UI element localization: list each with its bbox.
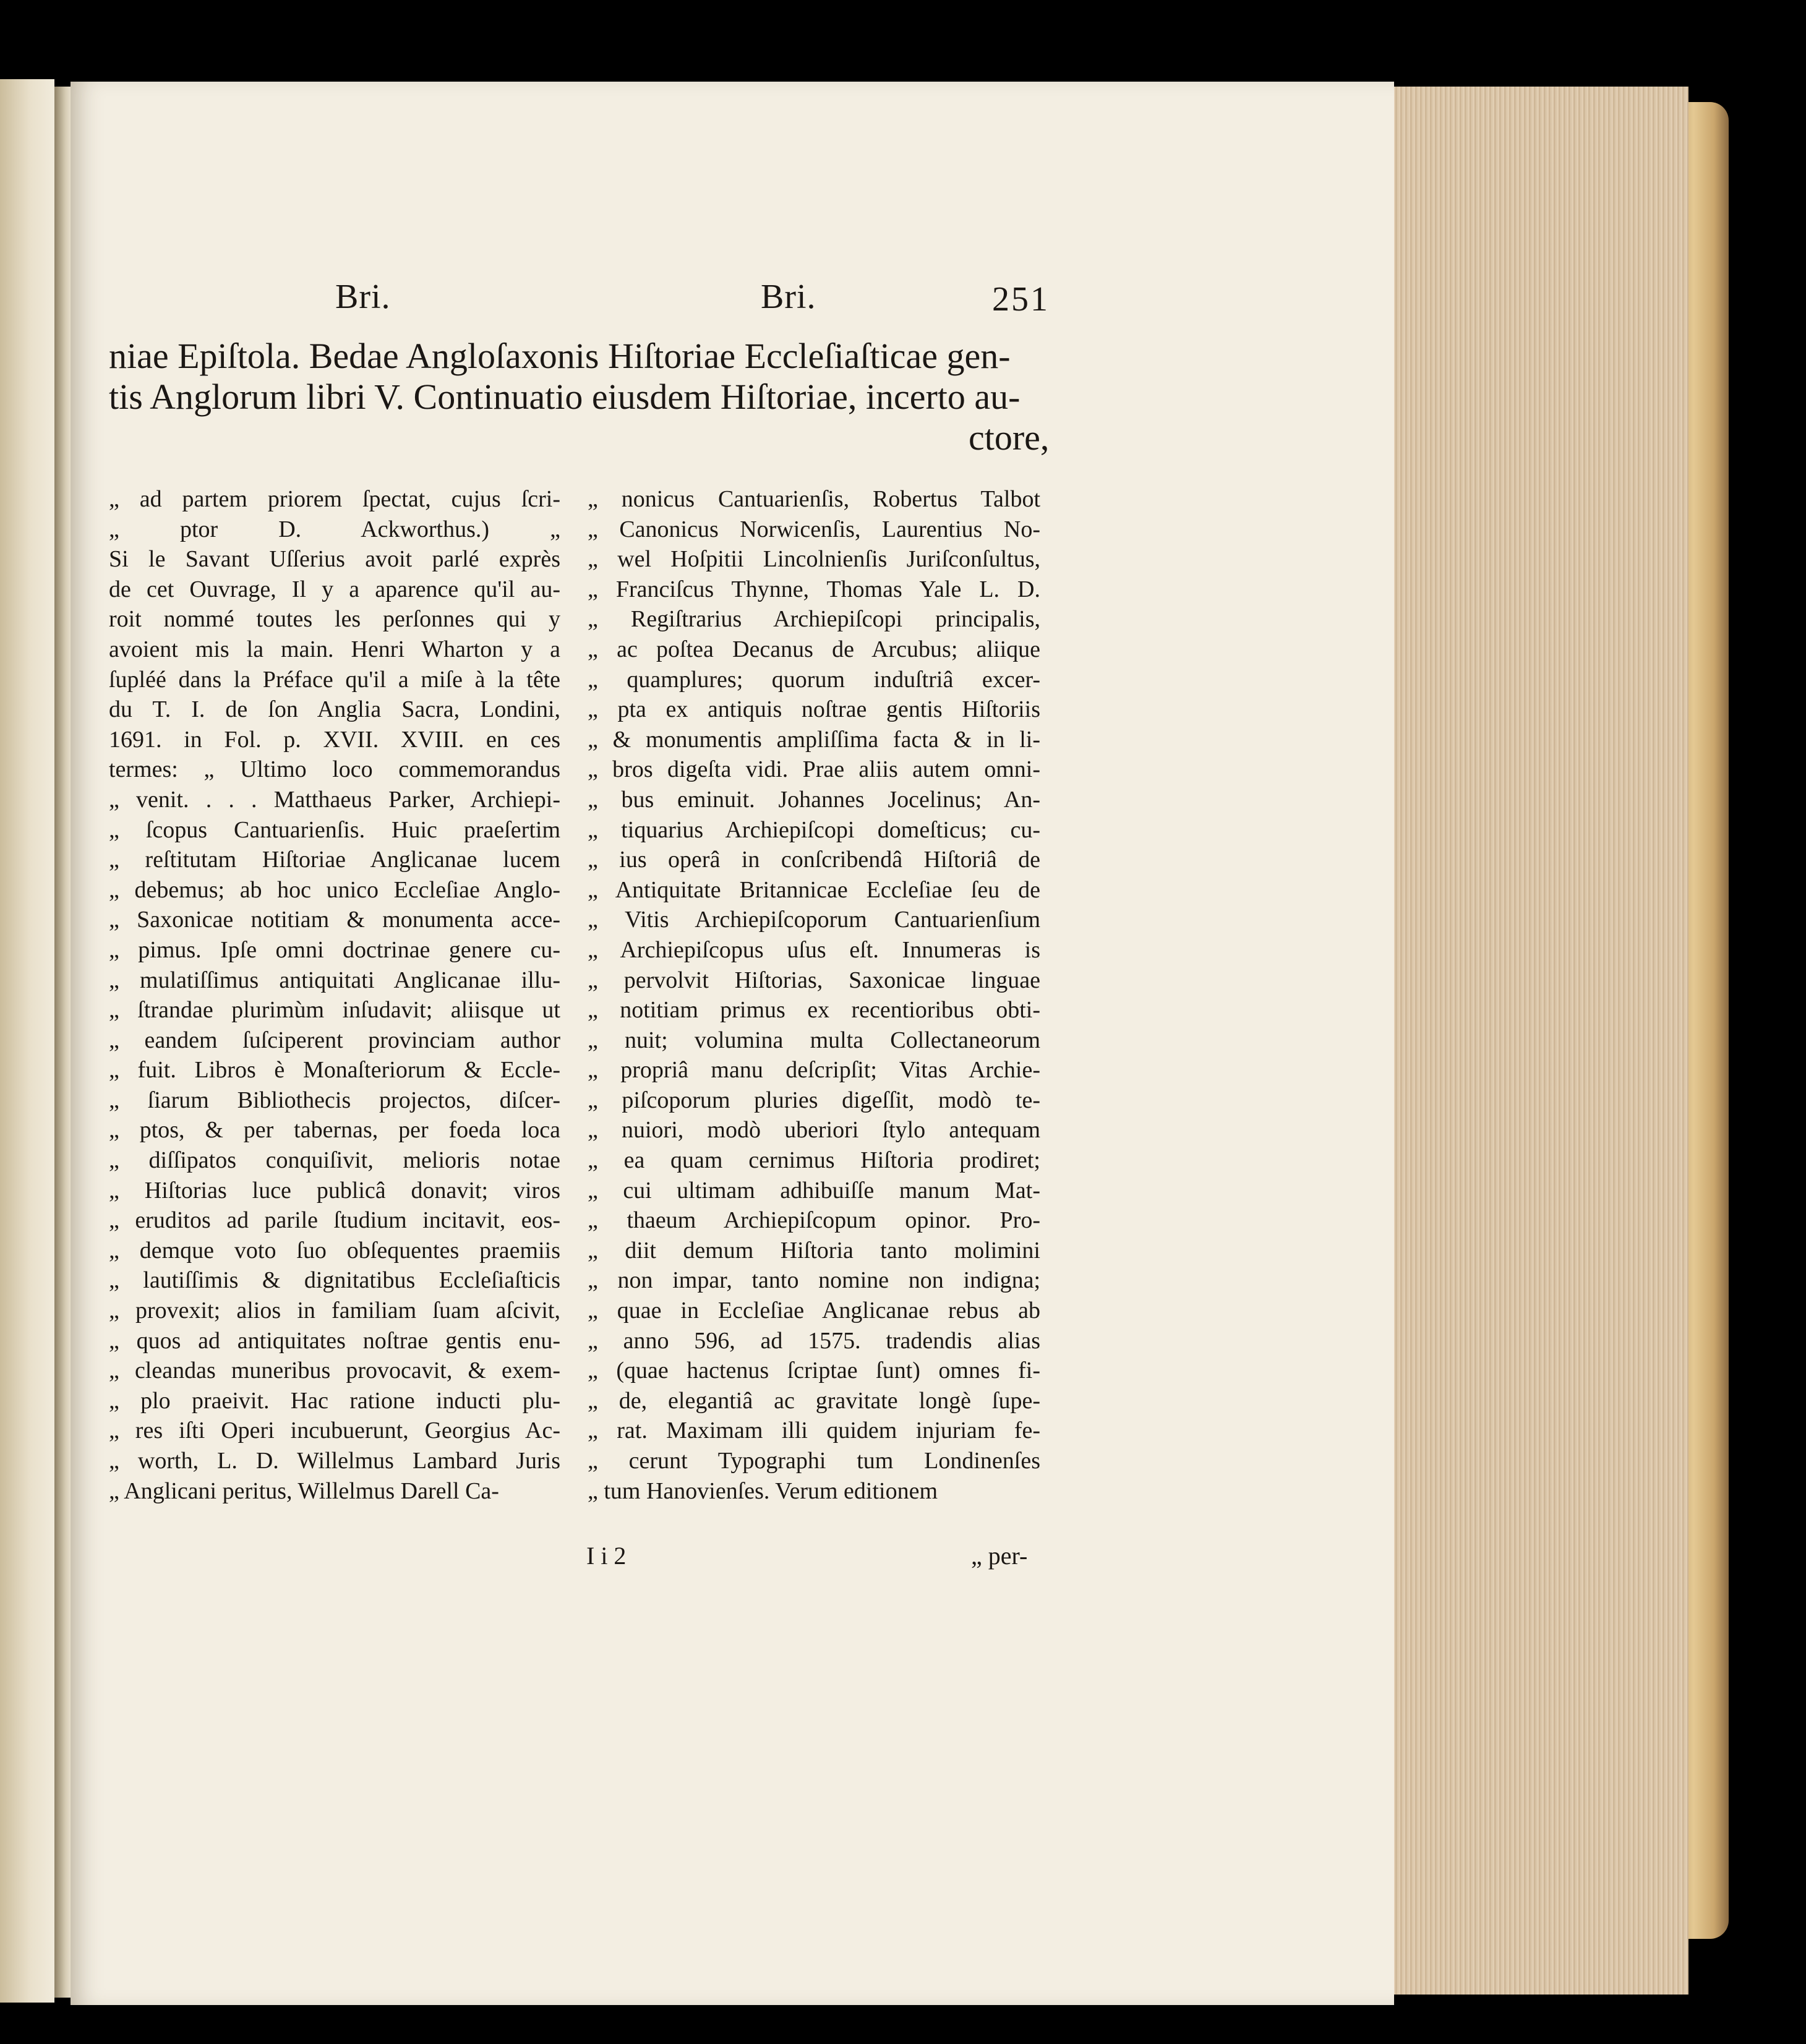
left-column-line: „ debemus; ab hoc unico Eccleſiae Anglo- (109, 876, 560, 903)
page-block-edges (1383, 87, 1688, 1995)
left-column-line: „ Anglicani peritus, Willelmus Darell Ca- (109, 1477, 499, 1504)
page-number: 251 (992, 280, 1050, 319)
right-column-line: „ nuiori, modò uberiori ſtylo antequam (588, 1117, 1040, 1144)
right-column-line: „ propriâ manu deſcripſit; Vitas Archie- (588, 1057, 1040, 1084)
left-column-line: „ res iſti Operi incubuerunt, Georgius Ac- (109, 1418, 560, 1444)
left-column-line: roit nommé toutes les perſonnes qui y (109, 606, 560, 633)
left-column-line: „ lautiſſimis & dignitatibus Eccleſiaſticis (109, 1267, 560, 1294)
left-column-line: „ plo praeivit. Hac ratione inducti plu- (109, 1387, 560, 1414)
running-head-left: Bri. (335, 278, 391, 316)
left-column-line: „ Saxonicae notitiam & monumenta acce- (109, 907, 560, 933)
right-column-line: „ tiquarius Archiepiſcopi domeſticus; cu- (588, 816, 1040, 843)
right-column-line: „ non impar, tanto nomine non indigna; (588, 1267, 1040, 1294)
left-column-line: „ venit. . . . Matthaeus Parker, Archiepi- (109, 786, 560, 813)
right-column-line: „ de, elegantiâ ac gravitate longè ſupe- (588, 1387, 1040, 1414)
right-column-line: „ ac poſtea Decanus de Arcubus; aliique (588, 636, 1040, 662)
right-column-line: „ Archiepiſcopus uſus eſt. Innumeras is (588, 936, 1040, 963)
left-column-line: „ diſſipatos conquiſivit, melioris notae (109, 1147, 560, 1174)
right-column-line: „ bus eminuit. Johannes Jocelinus; An- (588, 786, 1040, 813)
right-column-line: „ notitiam primus ex recentioribus obti- (588, 997, 1040, 1024)
left-column-line: Si le Savant Uſſerius avoit parlé exprès (109, 546, 560, 573)
left-column-line: du T. I. de ſon Anglia Sacra, Londini, (109, 696, 560, 723)
left-column-line: „ ſcopus Cantuarienſis. Huic praeſertim (109, 816, 560, 843)
right-column-line: „ Regiſtrarius Archiepiſcopi principalis, (588, 606, 1040, 633)
right-column-line: „ nuit; volumina multa Collectaneorum (588, 1027, 1040, 1053)
right-column-line: „ quae in Eccleſiae Anglicanae rebus ab (588, 1298, 1040, 1324)
left-column (109, 484, 560, 1506)
right-column-line: „ Franciſcus Thynne, Thomas Yale L. D. (588, 576, 1040, 602)
right-column-line: „ rat. Maximam illi quidem injuriam fe- (588, 1418, 1040, 1444)
title-line-2: tis Anglorum libri V. Continuatio eiusdem Hiſtoriae, incerto au- (109, 377, 1021, 417)
left-column-line: „ mulatiſſimus antiquitati Anglicanae illu- (109, 967, 560, 993)
right-column-line: „ wel Hoſpitii Lincolnienſis Juriſconſultus, (588, 546, 1040, 573)
right-column-line: „ quamplures; quorum induſtriâ excer- (588, 666, 1040, 693)
right-column (588, 484, 1040, 1506)
left-column-line: „ pimus. Ipſe omni doctrinae genere cu- (109, 936, 560, 963)
left-column-line: „ ſiarum Bibliothecis projectos, diſcer- (109, 1087, 560, 1113)
right-column-line: „ cui ultimam adhibuiſſe manum Mat- (588, 1177, 1040, 1204)
right-column-line: „ piſcoporum pluries digeſſit, modò te- (588, 1087, 1040, 1113)
right-column-line: „ cerunt Typographi tum Londinenſes (588, 1448, 1040, 1474)
left-column-line: „ ptos, & per tabernas, per foeda loca (109, 1117, 560, 1144)
left-column-line: „ ſtrandae plurimùm inſudavit; aliisque ut (109, 997, 560, 1024)
right-column-line: „ anno 596, ad 1575. tradendis alias (588, 1327, 1040, 1354)
left-column-line: avoient mis la main. Henri Wharton y a (109, 636, 560, 662)
left-column-line: „ eruditos ad parile ſtudium incitavit, eos- (109, 1207, 560, 1234)
left-column-line: „ provexit; alios in familiam ſuam aſcivit, (109, 1298, 560, 1324)
left-column-line: „ quos ad antiquitates noſtrae gentis enu- (109, 1327, 560, 1354)
right-column-line: „ Canonicus Norwicenſis, Laurentius No- (588, 516, 1040, 542)
right-column-line: „ nonicus Cantuarienſis, Robertus Talbot (588, 486, 1040, 512)
right-column-line: „ Vitis Archiepiſcoporum Cantuarienſium (588, 907, 1040, 933)
left-column-line: ſupléé dans la Préface qu'il a miſe à la tête (109, 666, 560, 693)
right-column-line: „ pervolvit Hiſtorias, Saxonicae linguae (588, 967, 1040, 993)
right-column-line: „ diit demum Hiſtoria tanto molimini (588, 1237, 1040, 1264)
left-column-line: „ fuit. Libros è Monaſteriorum & Eccle- (109, 1057, 560, 1084)
left-column-line: de cet Ouvrage, Il y a aparence qu'il au- (109, 576, 560, 602)
left-column-line: „ ad partem priorem ſpectat, cujus ſcri- (109, 486, 560, 512)
title-line-1: niae Epiſtola. Bedae Angloſaxonis Hiſtoriae Eccleſiaſticae gen- (109, 336, 1011, 376)
catchword: „ per- (971, 1542, 1028, 1570)
right-column-line: „ (quae hactenus ſcriptae ſunt) omnes fi- (588, 1358, 1040, 1384)
left-column-line: „ worth, L. D. Willelmus Lambard Juris (109, 1448, 560, 1474)
right-column-line: „ pta ex antiquis noſtrae gentis Hiſtoriis (588, 696, 1040, 723)
left-column-line: 1691. in Fol. p. XVII. XVIII. en ces (109, 726, 560, 753)
signature-mark: I i 2 (586, 1542, 627, 1570)
facing-page-edge (0, 79, 54, 2003)
left-column-line: „ Hiſtorias luce publicâ donavit; viros (109, 1177, 560, 1204)
title-line-3: ctore, (969, 417, 1050, 458)
right-column-line: „ & monumentis ampliſſima facta & in li- (588, 726, 1040, 753)
left-column-line: „ eandem ſuſciperent provinciam author (109, 1027, 560, 1053)
right-column-line: „ ea quam cernimus Hiſtoria prodiret; (588, 1147, 1040, 1174)
right-column-line: „ bros digeſta vidi. Prae aliis autem omni- (588, 756, 1040, 783)
left-column-line: „ reſtitutam Hiſtoriae Anglicanae lucem (109, 847, 560, 873)
right-column-line: „ tum Hanovienſes. Verum editionem (588, 1477, 938, 1504)
left-column-line: „ ptor D. Ackworthus.) „ (109, 516, 560, 542)
running-head-center: Bri. (761, 278, 816, 316)
right-column-line: „ ius operâ in conſcribendâ Hiſtoriâ de (588, 847, 1040, 873)
right-column-line: „ Antiquitate Britannicae Eccleſiae ſeu de (588, 876, 1040, 903)
right-column-line: „ thaeum Archiepiſcopum opinor. Pro- (588, 1207, 1040, 1234)
left-column-line: „ cleandas muneribus provocavit, & exem- (109, 1358, 560, 1384)
left-column-line: termes: „ Ultimo loco commemorandus (109, 756, 560, 783)
left-column-line: „ demque voto ſuo obſequentes praemiis (109, 1237, 560, 1264)
